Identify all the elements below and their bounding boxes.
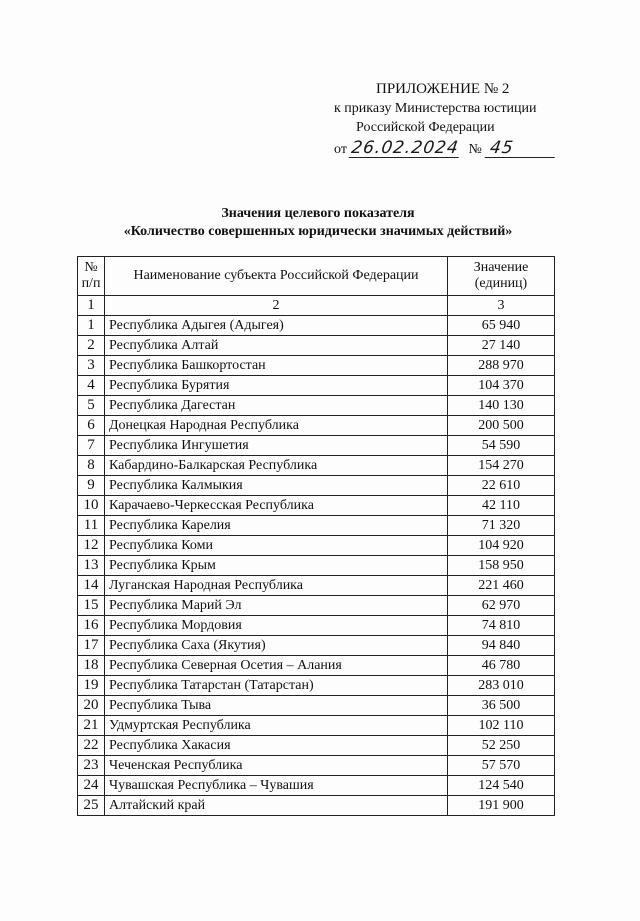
table-row	[78, 376, 555, 396]
value-cell: 104 370	[448, 376, 555, 396]
table-row	[78, 776, 555, 796]
region-name-cell: Чувашская Республика – Чувашия	[105, 776, 448, 796]
header-name: Наименование субъекта Российской Федерации	[105, 257, 448, 296]
table-row	[78, 756, 555, 776]
value-cell: 62 970	[448, 596, 555, 616]
region-name-cell: Алтайский край	[105, 796, 448, 816]
table-row	[78, 576, 555, 596]
header-num: № п/п	[78, 257, 105, 296]
table-row	[78, 616, 555, 636]
region-name-cell: Донецкая Народная Республика	[105, 416, 448, 436]
table-row	[78, 536, 555, 556]
table-row	[78, 416, 555, 436]
region-name-cell: Республика Тыва	[105, 696, 448, 716]
region-name-cell: Луганская Народная Республика	[105, 576, 448, 596]
row-number-cell: 9	[78, 476, 105, 496]
row-number-cell: 19	[78, 676, 105, 696]
appendix-date-line	[330, 139, 570, 161]
table-row	[78, 796, 555, 816]
row-number-cell: 20	[78, 696, 105, 716]
row-number-cell: 12	[78, 536, 105, 556]
region-name-cell: Карачаево-Черкесская Республика	[105, 496, 448, 516]
row-number-cell: 1	[78, 316, 105, 336]
appendix-block	[330, 80, 570, 161]
table-row	[78, 356, 555, 376]
appendix-org-line: Российской Федерации	[356, 120, 495, 135]
value-cell: 36 500	[448, 696, 555, 716]
row-number-cell: 14	[78, 576, 105, 596]
region-name-cell: Республика Ингушетия	[105, 436, 448, 456]
date-prefix: от	[334, 142, 347, 157]
row-number-cell: 17	[78, 636, 105, 656]
row-number-cell: 23	[78, 756, 105, 776]
region-name-cell: Удмуртская Республика	[105, 716, 448, 736]
row-number-cell: 6	[78, 416, 105, 436]
row-number-cell: 10	[78, 496, 105, 516]
value-cell: 200 500	[448, 416, 555, 436]
region-name-cell: Республика Башкортостан	[105, 356, 448, 376]
value-cell: 124 540	[448, 776, 555, 796]
row-number-cell: 22	[78, 736, 105, 756]
table-row	[78, 436, 555, 456]
value-cell: 22 610	[448, 476, 555, 496]
index-cell: 2	[105, 296, 448, 316]
table-row	[78, 336, 555, 356]
region-name-cell: Республика Саха (Якутия)	[105, 636, 448, 656]
region-name-cell: Республика Татарстан (Татарстан)	[105, 676, 448, 696]
table-row	[78, 636, 555, 656]
region-name-cell: Кабардино-Балкарская Республика	[105, 456, 448, 476]
row-number-cell: 5	[78, 396, 105, 416]
value-cell: 71 320	[448, 516, 555, 536]
region-name-cell: Республика Карелия	[105, 516, 448, 536]
region-name-cell: Республика Марий Эл	[105, 596, 448, 616]
value-cell: 102 110	[448, 716, 555, 736]
row-number-cell: 21	[78, 716, 105, 736]
table-row	[78, 516, 555, 536]
handwritten-date: 26.02.2024	[350, 138, 461, 158]
table-row	[78, 456, 555, 476]
region-name-cell: Республика Дагестан	[105, 396, 448, 416]
table-row	[78, 716, 555, 736]
value-cell: 74 810	[448, 616, 555, 636]
table-row	[78, 696, 555, 716]
row-number-cell: 13	[78, 556, 105, 576]
table-body	[78, 296, 555, 816]
value-cell: 154 270	[448, 456, 555, 476]
table-row	[78, 596, 555, 616]
header-value: Значение (единиц)	[448, 257, 555, 296]
value-cell: 54 590	[448, 436, 555, 456]
table-row	[78, 396, 555, 416]
index-cell: 1	[78, 296, 105, 316]
value-cell: 283 010	[448, 676, 555, 696]
row-number-cell: 2	[78, 336, 105, 356]
row-number-cell: 4	[78, 376, 105, 396]
value-cell: 140 130	[448, 396, 555, 416]
value-cell: 42 110	[448, 496, 555, 516]
handwritten-number: 45	[484, 139, 557, 158]
region-name-cell: Республика Мордовия	[105, 616, 448, 636]
row-number-cell: 24	[78, 776, 105, 796]
value-cell: 221 460	[448, 576, 555, 596]
table-heading-line1: Значения целевого показателя	[221, 206, 415, 221]
value-cell: 94 840	[448, 636, 555, 656]
table-row	[78, 656, 555, 676]
row-number-cell: 7	[78, 436, 105, 456]
region-name-cell: Республика Хакасия	[105, 736, 448, 756]
table-row	[78, 496, 555, 516]
table-header-row	[78, 257, 555, 296]
value-cell: 65 940	[448, 316, 555, 336]
table-row	[78, 676, 555, 696]
value-cell: 158 950	[448, 556, 555, 576]
region-name-cell: Республика Калмыкия	[105, 476, 448, 496]
row-number-cell: 8	[78, 456, 105, 476]
row-number-cell: 16	[78, 616, 105, 636]
region-name-cell: Республика Северная Осетия – Алания	[105, 656, 448, 676]
number-sign: №	[468, 142, 482, 157]
row-number-cell: 15	[78, 596, 105, 616]
table-row	[78, 736, 555, 756]
table-row	[78, 556, 555, 576]
row-number-cell: 11	[78, 516, 105, 536]
appendix-order-line: к приказу Министерства юстиции	[334, 101, 537, 116]
row-number-cell: 3	[78, 356, 105, 376]
index-cell: 3	[448, 296, 555, 316]
region-name-cell: Республика Бурятия	[105, 376, 448, 396]
value-cell: 191 900	[448, 796, 555, 816]
indicator-table	[77, 256, 555, 816]
table-row	[78, 476, 555, 496]
region-name-cell: Республика Алтай	[105, 336, 448, 356]
table-heading-line2: «Количество совершенных юридически значимых действий»	[123, 224, 513, 239]
value-cell: 57 570	[448, 756, 555, 776]
table-row	[78, 316, 555, 336]
region-name-cell: Республика Коми	[105, 536, 448, 556]
region-name-cell: Республика Адыгея (Адыгея)	[105, 316, 448, 336]
value-cell: 288 970	[448, 356, 555, 376]
region-name-cell: Республика Крым	[105, 556, 448, 576]
row-number-cell: 18	[78, 656, 105, 676]
value-cell: 46 780	[448, 656, 555, 676]
value-cell: 104 920	[448, 536, 555, 556]
row-number-cell: 25	[78, 796, 105, 816]
appendix-title: ПРИЛОЖЕНИЕ № 2	[376, 81, 510, 97]
value-cell: 27 140	[448, 336, 555, 356]
region-name-cell: Чеченская Республика	[105, 756, 448, 776]
value-cell: 52 250	[448, 736, 555, 756]
column-index-row	[78, 296, 555, 316]
